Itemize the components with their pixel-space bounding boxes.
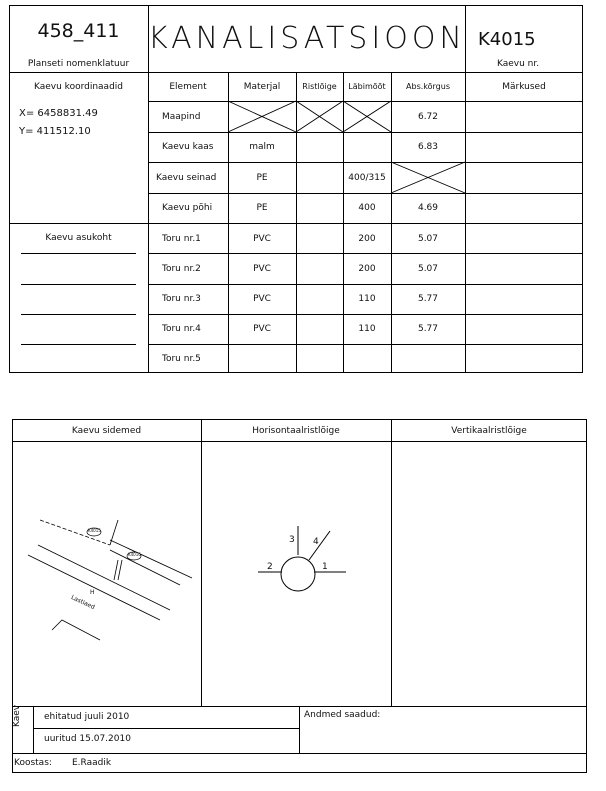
table-cell-diameter: 200 (358, 264, 376, 274)
table-cell-element: Toru nr.2 (162, 264, 201, 274)
well-caption: Kaevu nr. (497, 59, 540, 69)
compiled-by-label: Koostas: (14, 758, 52, 768)
table-cell-material: PVC (253, 264, 271, 274)
table-cell-element: Kaevu kaas (162, 142, 214, 152)
divider (33, 728, 299, 729)
divider (299, 706, 300, 753)
sketch-well-label: K4015 (88, 528, 101, 533)
pipe-label-4: 4 (313, 537, 319, 547)
column-header: Märkused (502, 82, 546, 92)
page-title: KANALISATSIOON (148, 21, 466, 56)
built-date: ehitatud juuli 2010 (44, 712, 130, 722)
column-header: Element (169, 82, 207, 92)
data-received-label: Andmed saadud: (304, 710, 381, 720)
sketch-mark-label: H (90, 589, 95, 596)
column-header: Ristlõige (302, 82, 337, 91)
vertical-section-heading: Vertikaalristlõige (451, 426, 527, 436)
connections-heading: Kaevu sidemed (71, 426, 142, 436)
table-cell-element: Toru nr.1 (162, 234, 201, 244)
pipe-label-2: 2 (267, 562, 273, 572)
pipe-label-3: 3 (289, 535, 295, 545)
column-header: Materjal (243, 82, 281, 92)
table-cell-diameter: 400 (358, 203, 376, 213)
table-cell-elevation: 4.69 (417, 203, 439, 213)
table-cell-material: PVC (253, 234, 271, 244)
well-id: K4015 (478, 29, 536, 50)
table-cell-elevation: 5.77 (417, 324, 439, 334)
coordinate-x: X= 6458831.49 (19, 108, 98, 119)
table-cell-material: PE (256, 203, 268, 213)
table-cell-element: Maapind (162, 112, 201, 122)
table-cell-elevation: 5.77 (417, 294, 439, 304)
coordinate-y: Y= 411512.10 (19, 126, 91, 137)
table-cell-elevation: 6.83 (417, 142, 439, 152)
table-cell-material: malm (249, 142, 275, 152)
column-header: Abs.kõrgus (406, 82, 450, 91)
side-label: Kaev (12, 704, 22, 727)
table-cell-material: PE (256, 173, 268, 183)
sketch-street-label: Lastiaed (69, 594, 96, 612)
table-cell-elevation: 5.07 (417, 264, 439, 274)
divider (33, 706, 34, 753)
table-cell-element: Toru nr.4 (162, 324, 201, 334)
coordinates-heading: Kaevu koordinaadid (33, 82, 123, 92)
table-cell-diameter: 110 (358, 294, 376, 304)
table-cell-diameter: 200 (358, 234, 376, 244)
table-cell-elevation: 6.72 (417, 112, 439, 122)
divider (12, 753, 587, 754)
table-cell-element: Kaevu põhi (162, 203, 213, 213)
table-cell-material: PVC (253, 294, 271, 304)
sheet-caption: Planseti nomenklatuur (27, 59, 130, 69)
table-cell-element: Kaevu seinad (156, 173, 217, 183)
sheet-number: 458_411 (37, 20, 120, 42)
table-cell-diameter: 110 (358, 324, 376, 334)
location-heading: Kaevu asukoht (45, 233, 112, 243)
table-cell-elevation: 5.07 (417, 234, 439, 244)
horizontal-section-heading: Horisontaalristlõige (252, 426, 340, 436)
surveyed-date: uuritud 15.07.2010 (44, 734, 131, 744)
compiled-by-name: E.Raadik (72, 758, 112, 768)
table-cell-element: Toru nr.3 (162, 294, 201, 304)
table-cell-material: PVC (253, 324, 271, 334)
sketch-well-label: K4016 (128, 552, 141, 557)
table-cell-diameter: 400/315 (348, 173, 386, 183)
pipe-label-1: 1 (322, 562, 328, 572)
table-cell-element: Toru nr.5 (162, 354, 201, 364)
column-header: Läbimõõt (348, 82, 386, 91)
